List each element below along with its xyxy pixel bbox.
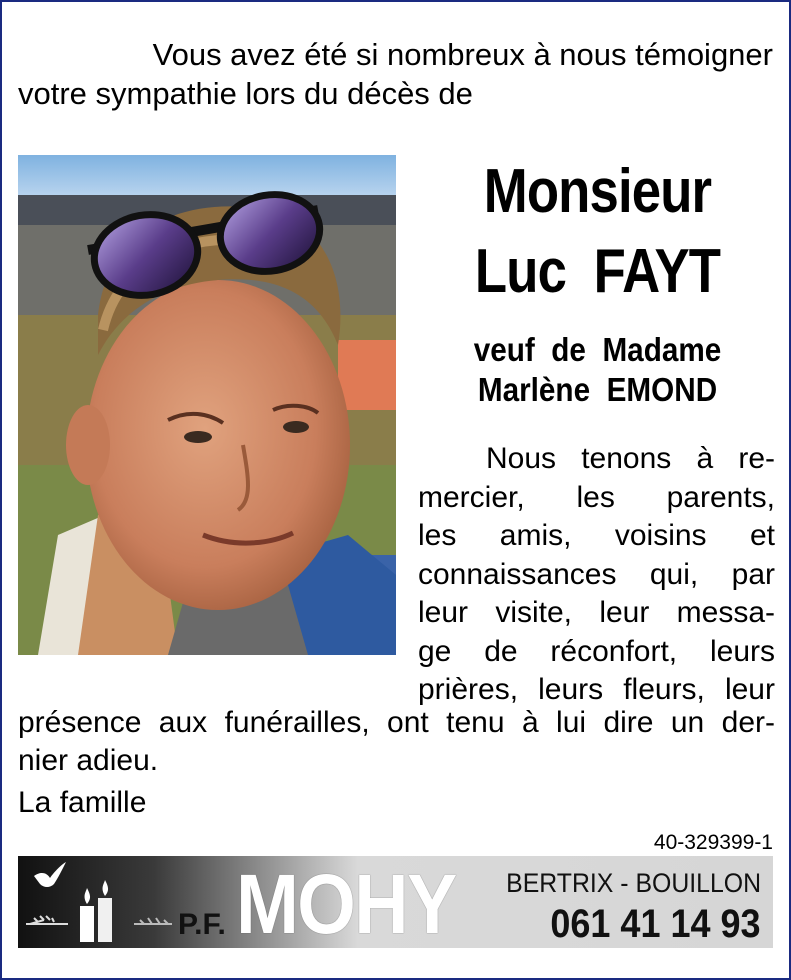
message-column: [418, 440, 775, 710]
intro-line-1: Vous avez été si nombreux à nous témoigner: [152, 37, 773, 72]
message-line: les amis, voisins et: [418, 519, 775, 552]
title-line-1: Monsieur: [483, 157, 712, 226]
portrait-photo: [18, 155, 396, 655]
funeral-home-phone: 061 41 14 93: [550, 902, 761, 946]
message-line: prières, leurs fleurs, leur: [418, 673, 775, 706]
widow-info: [438, 330, 758, 410]
signature: La famille: [18, 786, 147, 819]
reference-number: 40-329399-1: [653, 831, 773, 854]
intro-text: [18, 35, 773, 113]
message-line: ge de réconfort, leurs: [418, 634, 775, 668]
message-line: leur visite, leur messa-: [418, 596, 775, 629]
message-line-wide: présence aux funérailles, ont tenu à lui dire un der-: [18, 706, 775, 739]
deceased-name: [447, 152, 749, 312]
message-line: connaissances qui, par: [418, 557, 775, 591]
dove-candle-icon: [24, 858, 174, 946]
message-line-last: nier adieu.: [18, 744, 159, 777]
widow-line-2: Marlène EMOND: [477, 371, 718, 408]
message-line: Nous tenons à re-: [486, 442, 775, 475]
funeral-home-location: BERTRIX - BOUILLON: [506, 868, 761, 898]
widow-line-1: veuf de Madame: [473, 331, 722, 368]
funeral-home-name: MOHY: [236, 857, 456, 951]
intro-line-2: votre sympathie lors du décès de: [18, 76, 473, 111]
message-line: mercier, les parents,: [418, 480, 775, 514]
message-wide: [18, 704, 775, 780]
title-line-2: Luc FAYT: [474, 237, 721, 306]
funeral-home-prefix: P.F.: [178, 908, 226, 941]
